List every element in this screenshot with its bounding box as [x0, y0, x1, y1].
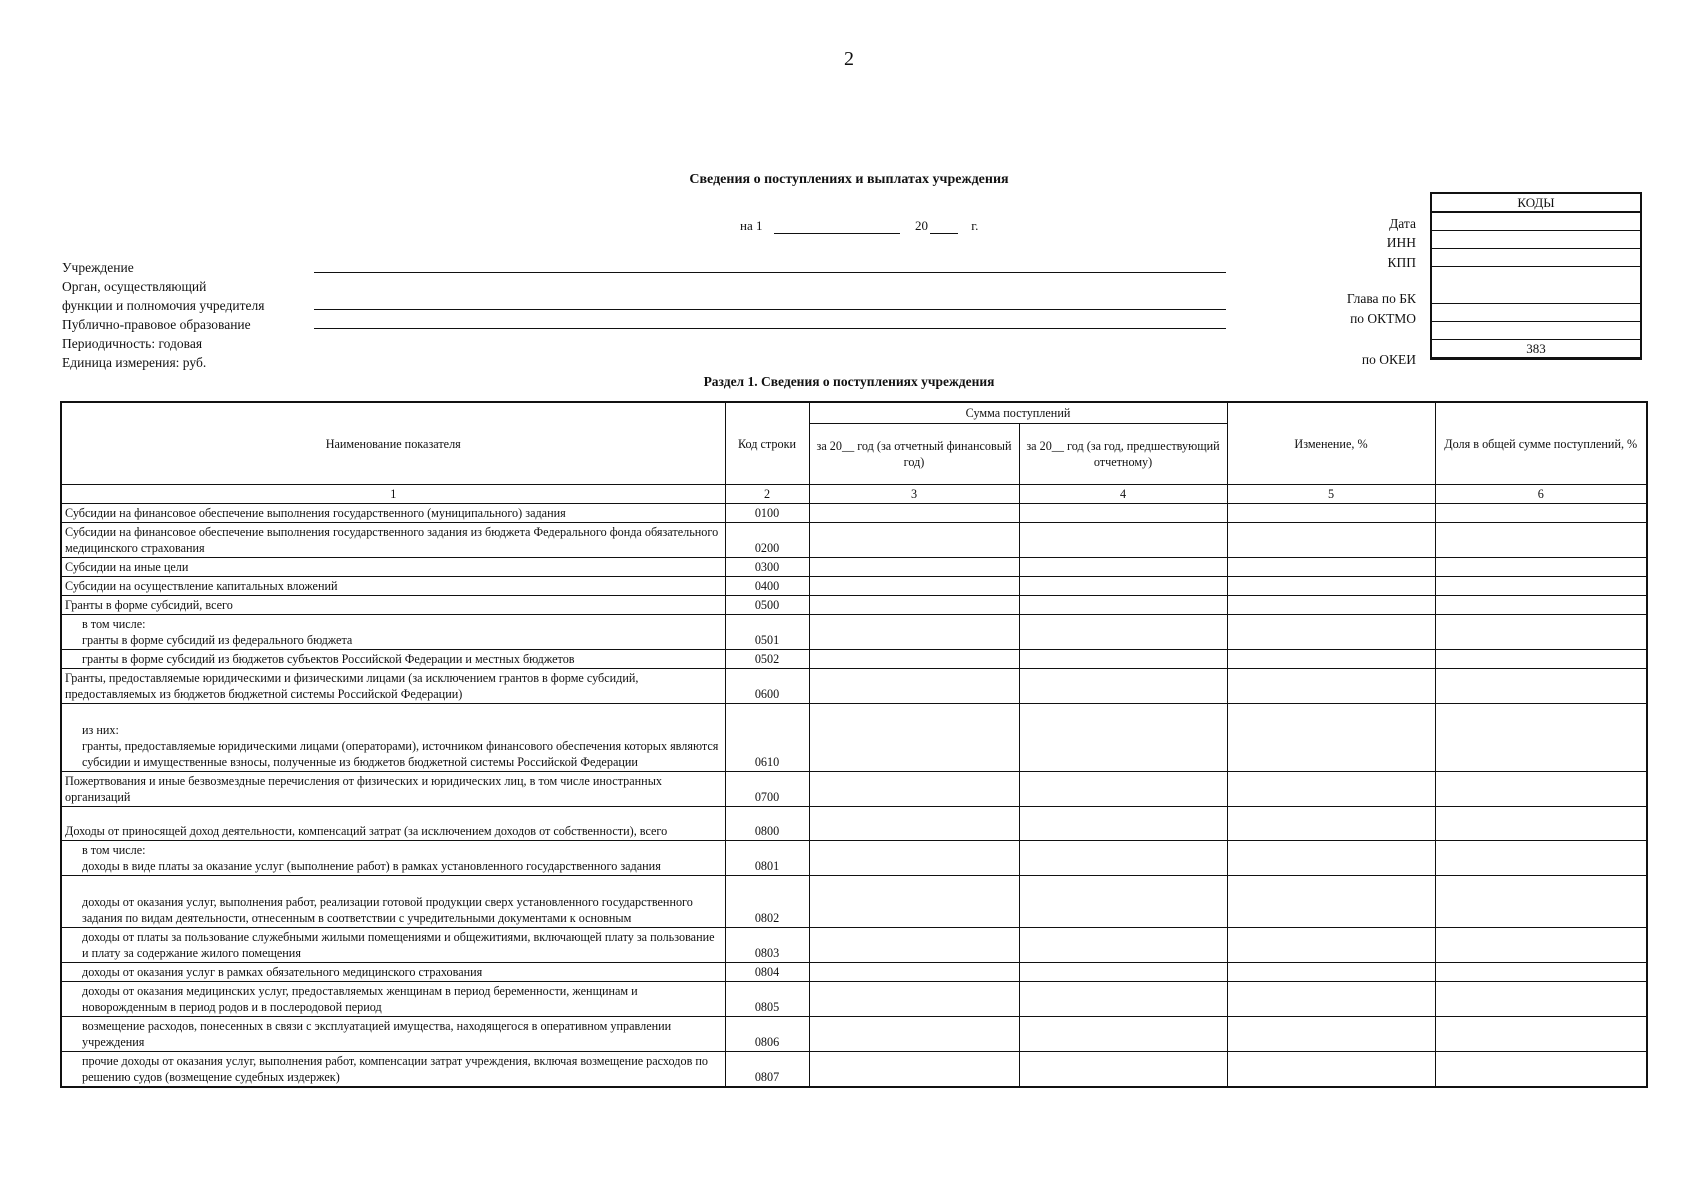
table-row: [61, 963, 1647, 982]
cell-change[interactable]: [1227, 669, 1435, 704]
row-code: 0804: [725, 963, 809, 982]
cell-change[interactable]: [1227, 876, 1435, 928]
col-header-name: Наименование показателя: [61, 402, 725, 485]
cell-share[interactable]: [1435, 928, 1647, 963]
col-number: 3: [809, 485, 1019, 504]
organ-line[interactable]: [314, 309, 1226, 310]
cell-current-year[interactable]: [809, 876, 1019, 928]
cell-change[interactable]: [1227, 928, 1435, 963]
codes-kpp-cell[interactable]: [1431, 249, 1641, 267]
label-institution: Учреждение: [62, 260, 134, 275]
table-row: [61, 1017, 1647, 1052]
cell-change[interactable]: [1227, 504, 1435, 523]
cell-previous-year[interactable]: [1019, 596, 1227, 615]
cell-share[interactable]: [1435, 577, 1647, 596]
codes-label-kpp: КПП: [1387, 255, 1416, 270]
table-row: [61, 615, 1647, 650]
cell-share[interactable]: [1435, 841, 1647, 876]
cell-previous-year[interactable]: [1019, 504, 1227, 523]
cell-share[interactable]: [1435, 1017, 1647, 1052]
row-code: 0807: [725, 1052, 809, 1088]
codes-header: КОДЫ: [1431, 193, 1641, 212]
table-row: [61, 558, 1647, 577]
cell-share[interactable]: [1435, 504, 1647, 523]
col-header-code: Код строки: [725, 402, 809, 485]
cell-share[interactable]: [1435, 876, 1647, 928]
row-code: 0801: [725, 841, 809, 876]
cell-share[interactable]: [1435, 704, 1647, 772]
row-name: в том числе: гранты в форме субсидий из федерального бюджета: [61, 615, 725, 650]
section-title: Раздел 1. Сведения о поступлениях учреждения: [703, 374, 995, 389]
cell-previous-year[interactable]: [1019, 577, 1227, 596]
row-name: возмещение расходов, понесенных в связи с эксплуатацией имущества, находящегося в оперативном управлении учреждения: [61, 1017, 725, 1052]
year-prefix: 20: [914, 218, 928, 233]
row-code: 0700: [725, 772, 809, 807]
row-name: доходы от оказания услуг в рамках обязательного медицинского страхования: [61, 963, 725, 982]
codes-table: [1430, 192, 1642, 360]
cell-change[interactable]: [1227, 772, 1435, 807]
cell-previous-year[interactable]: [1019, 669, 1227, 704]
cell-change[interactable]: [1227, 650, 1435, 669]
codes-date-cell[interactable]: [1431, 212, 1641, 231]
row-name: прочие доходы от оказания услуг, выполнения работ, компенсации затрат учреждения, включая возмещение расходов по решению судов (возмещение судебных издержек): [61, 1052, 725, 1088]
table-body: [61, 504, 1647, 1088]
cell-previous-year[interactable]: [1019, 928, 1227, 963]
cell-share[interactable]: [1435, 650, 1647, 669]
col-number: 4: [1019, 485, 1227, 504]
table-row: [61, 928, 1647, 963]
form-title: Сведения о поступлениях и выплатах учреждения: [689, 172, 1009, 187]
cell-current-year[interactable]: [809, 807, 1019, 841]
cell-previous-year[interactable]: [1019, 615, 1227, 650]
institution-line[interactable]: [314, 272, 1226, 273]
row-code: 0200: [725, 523, 809, 558]
row-code: 0806: [725, 1017, 809, 1052]
cell-current-year[interactable]: [809, 982, 1019, 1017]
cell-share[interactable]: [1435, 523, 1647, 558]
date-suffix: г.: [971, 218, 979, 233]
receipts-table: [60, 401, 1648, 1088]
codes-glava-cell[interactable]: [1431, 267, 1641, 304]
cell-current-year[interactable]: [809, 615, 1019, 650]
cell-change[interactable]: [1227, 596, 1435, 615]
cell-current-year[interactable]: [809, 1017, 1019, 1052]
date-line: [740, 218, 978, 234]
cell-current-year[interactable]: [809, 704, 1019, 772]
cell-current-year[interactable]: [809, 841, 1019, 876]
table-row: [61, 982, 1647, 1017]
table-row: [61, 1052, 1647, 1088]
codes-okei-cell: 383: [1431, 340, 1641, 359]
year-blank[interactable]: [930, 219, 958, 234]
public-entity-line[interactable]: [314, 328, 1226, 329]
row-name: Доходы от приносящей доход деятельности, компенсаций затрат (за исключением доходов от собственности), всего: [61, 807, 725, 841]
table-row: [61, 841, 1647, 876]
cell-change[interactable]: [1227, 963, 1435, 982]
row-code: 0501: [725, 615, 809, 650]
cell-previous-year[interactable]: [1019, 1052, 1227, 1088]
row-code: 0502: [725, 650, 809, 669]
label-periodicity: Периодичность: годовая: [62, 336, 203, 351]
row-name: из них: гранты, предоставляемые юридическими лицами (операторами), источником финансового обеспечения которых являются субсидии и имущественные взносы, полученные из бюджетов бюджетной системы Российской Федерации: [61, 704, 725, 772]
table-row: [61, 596, 1647, 615]
col-header-current-year: за 20__ год (за отчетный финансовый год): [809, 424, 1019, 485]
row-name: Субсидии на финансовое обеспечение выполнения государственного (муниципального) задания: [61, 504, 725, 523]
col-number: 6: [1435, 485, 1647, 504]
row-code: 0100: [725, 504, 809, 523]
row-code: 0800: [725, 807, 809, 841]
cell-share[interactable]: [1435, 558, 1647, 577]
table-row: [61, 807, 1647, 841]
row-name: Субсидии на иные цели: [61, 558, 725, 577]
row-name: Пожертвования и иные безвозмездные перечисления от физических и юридических лиц, в том числе иностранных организаций: [61, 772, 725, 807]
codes-label-oktmo: по ОКТМО: [1350, 311, 1416, 326]
row-name: гранты в форме субсидий из бюджетов субъектов Российской Федерации и местных бюджетов: [61, 650, 725, 669]
cell-share[interactable]: [1435, 596, 1647, 615]
cell-current-year[interactable]: [809, 558, 1019, 577]
cell-change[interactable]: [1227, 1052, 1435, 1088]
label-public-entity: Публично-правовое образование: [62, 317, 251, 332]
cell-current-year[interactable]: [809, 963, 1019, 982]
cell-previous-year[interactable]: [1019, 982, 1227, 1017]
cell-previous-year[interactable]: [1019, 807, 1227, 841]
label-unit: Единица измерения: руб.: [62, 355, 207, 370]
date-prefix: на 1: [740, 218, 763, 233]
col-number: 1: [61, 485, 725, 504]
cell-change[interactable]: [1227, 615, 1435, 650]
row-code: 0805: [725, 982, 809, 1017]
cell-previous-year[interactable]: [1019, 772, 1227, 807]
codes-inn-cell[interactable]: [1431, 231, 1641, 249]
row-code: 0610: [725, 704, 809, 772]
cell-previous-year[interactable]: [1019, 1017, 1227, 1052]
label-organ-1: Орган, осуществляющий: [62, 279, 207, 294]
cell-current-year[interactable]: [809, 650, 1019, 669]
cell-previous-year[interactable]: [1019, 523, 1227, 558]
cell-current-year[interactable]: [809, 577, 1019, 596]
table-row: [61, 650, 1647, 669]
row-name: доходы от оказания медицинских услуг, предоставляемых женщинам в период беременности, женщинам и новорожденным в период родов и в послеродовой период: [61, 982, 725, 1017]
date-blank[interactable]: [774, 219, 900, 234]
col-number: 2: [725, 485, 809, 504]
row-code: 0300: [725, 558, 809, 577]
codes-label-inn: ИНН: [1386, 235, 1416, 250]
row-code: 0802: [725, 876, 809, 928]
table-row: [61, 876, 1647, 928]
row-name: Гранты в форме субсидий, всего: [61, 596, 725, 615]
cell-previous-year[interactable]: [1019, 841, 1227, 876]
col-header-change: Изменение, %: [1227, 402, 1435, 485]
header-labels: [62, 258, 264, 372]
row-name: Гранты, предоставляемые юридическими и физическими лицами (за исключением грантов в форме субсидий, предоставляемых из бюджетов бюджетной системы Российской Федерации): [61, 669, 725, 704]
cell-share[interactable]: [1435, 669, 1647, 704]
row-code: 0803: [725, 928, 809, 963]
row-name: Субсидии на финансовое обеспечение выполнения государственного задания из бюджета Федерального фонда обязательного медицинского страхования: [61, 523, 725, 558]
cell-share[interactable]: [1435, 963, 1647, 982]
cell-current-year[interactable]: [809, 1052, 1019, 1088]
codes-oktmo-cell[interactable]: [1431, 304, 1641, 322]
cell-previous-year[interactable]: [1019, 876, 1227, 928]
cell-current-year[interactable]: [809, 596, 1019, 615]
cell-change[interactable]: [1227, 807, 1435, 841]
table-row: [61, 772, 1647, 807]
col-header-previous-year: за 20__ год (за год, предшествующий отчетному): [1019, 424, 1227, 485]
cell-share[interactable]: [1435, 772, 1647, 807]
col-header-share: Доля в общей сумме поступлений, %: [1435, 402, 1647, 485]
col-header-group: Сумма поступлений: [809, 402, 1227, 424]
cell-previous-year[interactable]: [1019, 963, 1227, 982]
cell-current-year[interactable]: [809, 928, 1019, 963]
cell-share[interactable]: [1435, 615, 1647, 650]
row-name: доходы от платы за пользование служебными жилыми помещениями и общежитиями, включающей плату за пользование и плату за содержание жилого помещения: [61, 928, 725, 963]
table-row: [61, 704, 1647, 772]
cell-share[interactable]: [1435, 807, 1647, 841]
table-row: [61, 577, 1647, 596]
cell-share[interactable]: [1435, 1052, 1647, 1088]
cell-previous-year[interactable]: [1019, 650, 1227, 669]
cell-current-year[interactable]: [809, 523, 1019, 558]
page-number: 2: [844, 48, 854, 70]
label-organ-2: функции и полномочия учредителя: [62, 298, 265, 313]
row-name: доходы от оказания услуг, выполнения работ, реализации готовой продукции сверх установленного государственного задания по видам деятельности, отнесенным в соответствии с учредительными документами к основным: [61, 876, 725, 928]
cell-current-year[interactable]: [809, 772, 1019, 807]
cell-change[interactable]: [1227, 577, 1435, 596]
codes-blank-cell[interactable]: [1431, 322, 1641, 340]
row-code: 0500: [725, 596, 809, 615]
codes-label-glava: Глава по БК: [1346, 291, 1416, 306]
codes-label-date: Дата: [1389, 216, 1416, 231]
table-row: [61, 504, 1647, 523]
row-name: в том числе: доходы в виде платы за оказание услуг (выполнение работ) в рамках установленного государственного задания: [61, 841, 725, 876]
cell-previous-year[interactable]: [1019, 704, 1227, 772]
cell-change[interactable]: [1227, 523, 1435, 558]
table-row: [61, 669, 1647, 704]
cell-share[interactable]: [1435, 982, 1647, 1017]
cell-change[interactable]: [1227, 1017, 1435, 1052]
cell-change[interactable]: [1227, 704, 1435, 772]
cell-current-year[interactable]: [809, 504, 1019, 523]
cell-change[interactable]: [1227, 841, 1435, 876]
codes-label-okei: по ОКЕИ: [1361, 352, 1416, 367]
row-name: Субсидии на осуществление капитальных вложений: [61, 577, 725, 596]
cell-current-year[interactable]: [809, 669, 1019, 704]
cell-change[interactable]: [1227, 982, 1435, 1017]
cell-previous-year[interactable]: [1019, 558, 1227, 577]
table-row: [61, 523, 1647, 558]
row-code: 0600: [725, 669, 809, 704]
row-code: 0400: [725, 577, 809, 596]
cell-change[interactable]: [1227, 558, 1435, 577]
col-number: 5: [1227, 485, 1435, 504]
